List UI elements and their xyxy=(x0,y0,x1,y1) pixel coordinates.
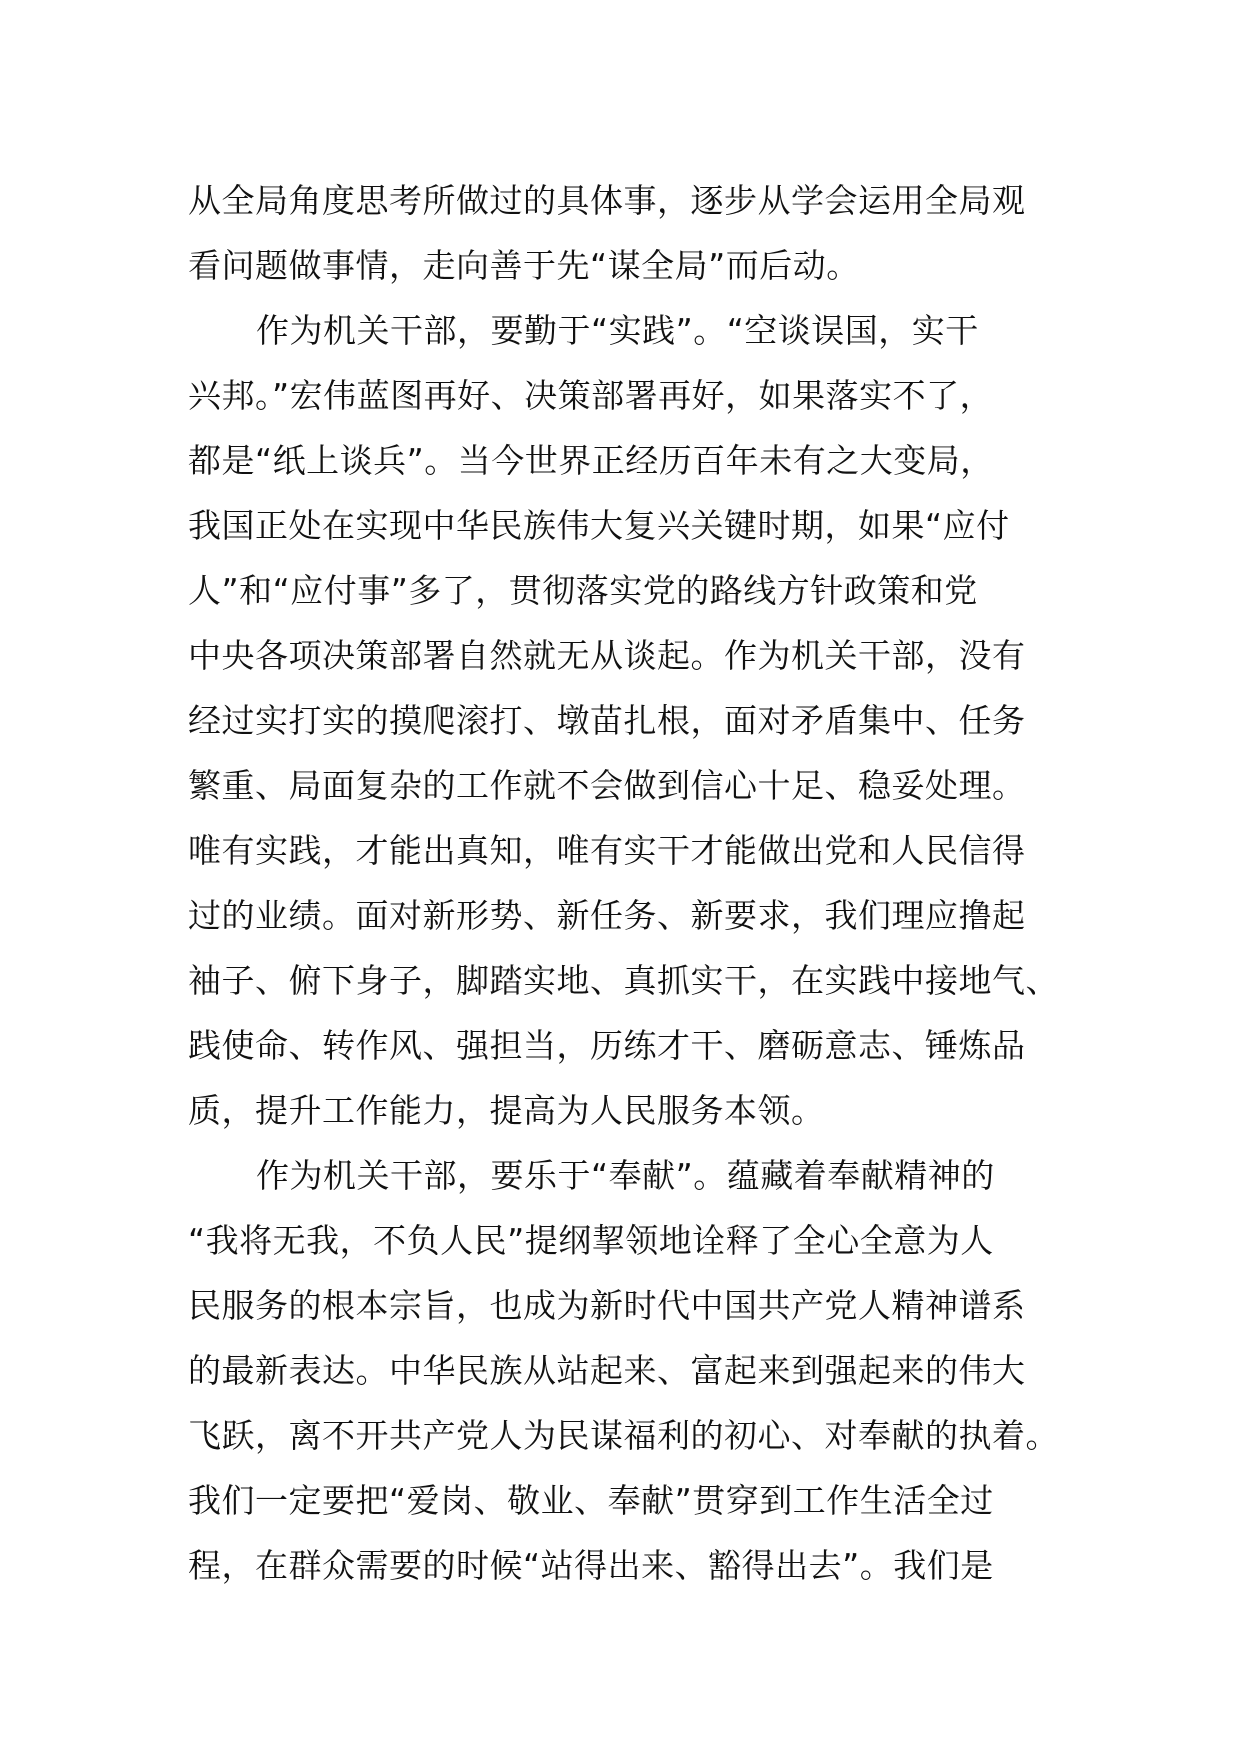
text-line: “我将无我，不负人民”提纲挈领地诠释了全心全意为人 xyxy=(188,1221,994,1260)
paragraph-start-line: 作为机关干部，要乐于“奉献”。蕴藏着奉献精神的 xyxy=(256,1156,995,1195)
text-line: 兴邦。”宏伟蓝图再好、决策部署再好，如果落实不了， xyxy=(188,376,994,415)
text-line: 看问题做事情，走向善于先“谋全局”而后动。 xyxy=(188,246,860,285)
text-line: 我国正处在实现中华民族伟大复兴关键时期，如果“应付 xyxy=(188,506,1010,545)
text-line: 践使命、转作风、强担当，历练才干、磨砺意志、锤炼品 xyxy=(188,1026,1026,1065)
text-line: 从全局角度思考所做过的具体事，逐步从学会运用全局观 xyxy=(188,181,1026,220)
paragraph-start-line: 作为机关干部，要勤于“实践”。“空谈误国，实干 xyxy=(256,311,979,350)
text-line: 过的业绩。面对新形势、新任务、新要求，我们理应撸起 xyxy=(188,896,1026,935)
text-line: 的最新表达。中华民族从站起来、富起来到强起来的伟大 xyxy=(188,1351,1026,1390)
text-line: 唯有实践，才能出真知，唯有实干才能做出党和人民信得 xyxy=(188,831,1026,870)
text-line: 繁重、局面复杂的工作就不会做到信心十足、稳妥处理。 xyxy=(188,766,1026,805)
text-line: 人”和“应付事”多了，贯彻落实党的路线方针政策和党 xyxy=(188,571,978,610)
text-line: 经过实打实的摸爬滚打、墩苗扎根，面对矛盾集中、任务 xyxy=(188,701,1026,740)
text-line: 质，提升工作能力，提高为人民服务本领。 xyxy=(188,1091,825,1130)
text-line: 袖子、俯下身子，脚踏实地、真抓实干，在实践中接地气、 xyxy=(188,961,1059,1000)
text-line: 程，在群众需要的时候“站得出来、豁得出去”。我们是 xyxy=(188,1546,994,1585)
text-line: 中央各项决策部署自然就无从谈起。作为机关干部，没有 xyxy=(188,636,1026,675)
text-line: 我们一定要把“爱岗、敬业、奉献”贯穿到工作生活全过 xyxy=(188,1481,994,1520)
text-line: 都是“纸上谈兵”。当今世界正经历百年未有之大变局， xyxy=(188,441,994,480)
text-line: 民服务的根本宗旨，也成为新时代中国共产党人精神谱系 xyxy=(188,1286,1026,1325)
text-line: 飞跃，离不开共产党人为民谋福利的初心、对奉献的执着。 xyxy=(188,1416,1059,1455)
body-text xyxy=(188,168,1068,1598)
